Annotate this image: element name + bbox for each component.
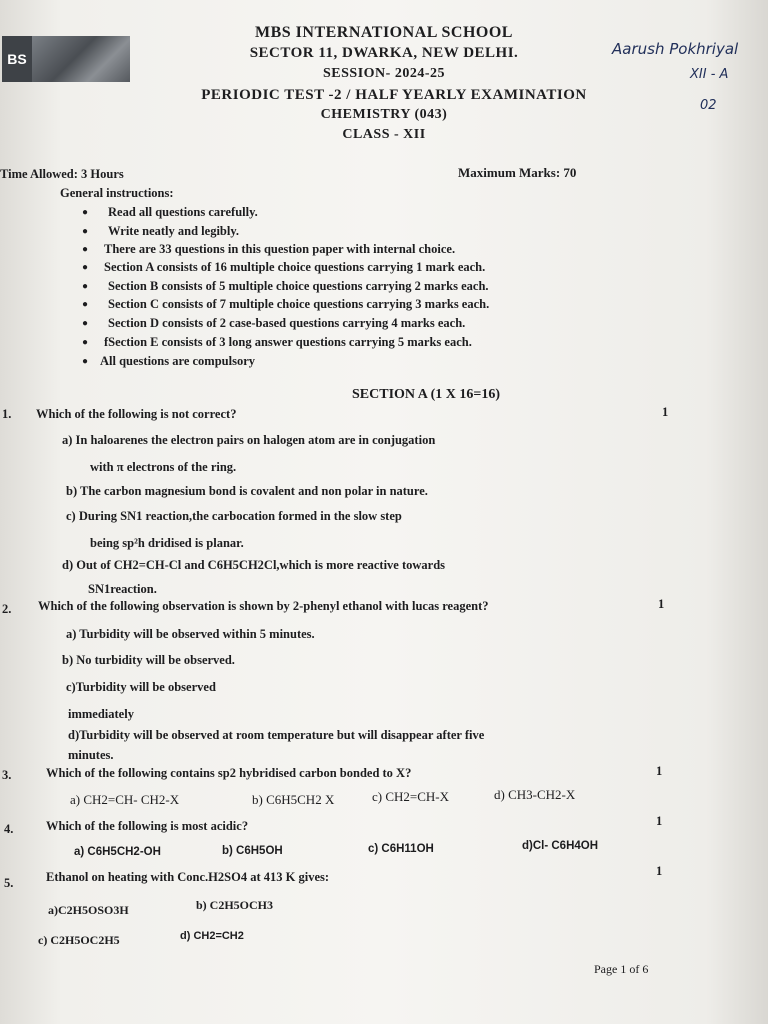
page-number: Page 1 of 6 [594,962,649,976]
question-number: 2. [2,602,12,616]
option-d-cont: minutes. [68,748,114,762]
instruction-item: Section C consists of 7 multiple choice questions carrying 3 marks each. [108,297,490,311]
question-text: Which of the following is most acidic? [46,819,249,833]
option-c: c) C6H11OH [368,843,434,855]
instruction-item: Write neatly and legibly. [108,224,240,238]
question-number: 3. [2,768,12,782]
question-marks: 1 [656,864,663,878]
bullet-icon: ● [82,356,89,367]
instruction-item: Section B consists of 5 multiple choice questions carrying 2 marks each. [108,279,489,293]
section-a-title: SECTION A (1 X 16=16) [352,387,500,402]
exam-title: PERIODIC TEST -2 / HALF YEARLY EXAMINATION [201,87,587,103]
question-marks: 1 [662,405,669,419]
class: CLASS - XII [342,127,426,142]
option-c-cont: being sp²h dridised is planar. [90,536,244,550]
option-d: d) CH2=CH2 [180,930,244,942]
option-b: b) No turbidity will be observed. [62,653,235,667]
time-allowed: Time Allowed: 3 Hours [0,167,124,181]
option-b: b) C6H5OH [222,845,283,857]
handwritten-class: XII - A [690,67,729,82]
question-number: 4. [4,822,14,836]
question-marks: 1 [658,597,665,611]
option-a: a) C6H5CH2-OH [74,846,161,858]
question-text: Which of the following observation is shown by 2-phenyl ethanol with lucas reagent? [38,599,489,613]
bullet-icon: ● [82,318,89,329]
instruction-item: fSection E consists of 3 long answer questions carrying 5 marks each. [104,335,472,349]
option-a: a)C2H5OSO3H [48,903,129,917]
instruction-item: All questions are compulsory [100,354,255,368]
subject: CHEMISTRY (043) [320,107,448,122]
option-a: a) CH2=CH- CH2-X [70,792,180,807]
option-d: d)Cl- C6H4OH [522,840,599,852]
question-number: 1. [2,407,12,421]
handwritten-roll: 02 [700,98,717,113]
option-a: a) In haloarenes the electron pairs on halogen atom are in conjugation [62,433,436,447]
instructions-title: General instructions: [60,186,174,200]
option-c-cont: immediately [68,707,134,721]
school-address: SECTOR 11, DWARKA, NEW DELHI. [249,45,519,61]
school-name: MBS INTERNATIONAL SCHOOL [255,24,513,41]
bullet-icon: ● [82,262,89,273]
option-b: b) C2H5OCH3 [196,898,274,912]
question-text: Which of the following contains sp2 hybridised carbon bonded to X? [46,766,412,780]
instruction-item: There are 33 questions in this question paper with internal choice. [104,242,456,256]
bullet-icon: ● [82,207,89,218]
option-d: d) Out of CH2=CH-Cl and C6H5CH2Cl,which is more reactive towards [62,558,446,572]
bullet-icon: ● [82,244,89,255]
session: SESSION- 2024-25 [323,66,445,81]
question-text: Ethanol on heating with Conc.H2SO4 at 413 K gives: [46,870,330,884]
option-c: c) CH2=CH-X [372,789,450,804]
option-a-cont: with π electrons of the ring. [90,460,237,474]
option-b: b) The carbon magnesium bond is covalent and non polar in nature. [66,484,428,498]
option-d-cont: SN1reaction. [88,582,157,596]
option-d: d)Turbidity will be observed at room temperature but will disappear after five [68,728,485,742]
instruction-item: Read all questions carefully. [108,205,258,219]
option-c: c) During SN1 reaction,the carbocation formed in the slow step [66,509,402,523]
bullet-icon: ● [82,337,89,348]
option-b: b) C6H5CH2 X [252,792,335,807]
instruction-item: Section A consists of 16 multiple choice questions carrying 1 mark each. [104,260,486,274]
bullet-icon: ● [82,299,89,310]
instruction-item: Section D consists of 2 case-based questions carrying 4 marks each. [108,316,466,330]
question-marks: 1 [656,764,663,778]
logo-text: BS [2,36,32,82]
option-d: d) CH3-CH2-X [494,787,576,802]
bullet-icon: ● [82,226,89,237]
option-a: a) Turbidity will be observed within 5 minutes. [66,627,315,641]
question-number: 5. [4,876,14,890]
maximum-marks: Maximum Marks: 70 [458,165,577,180]
handwritten-name: Aarush Pokhriyal [612,40,739,58]
option-c: c)Turbidity will be observed [66,680,216,694]
bullet-icon: ● [82,281,89,292]
question-text: Which of the following is not correct? [36,407,237,421]
option-c: c) C2H5OC2H5 [38,933,120,947]
question-marks: 1 [656,814,663,828]
